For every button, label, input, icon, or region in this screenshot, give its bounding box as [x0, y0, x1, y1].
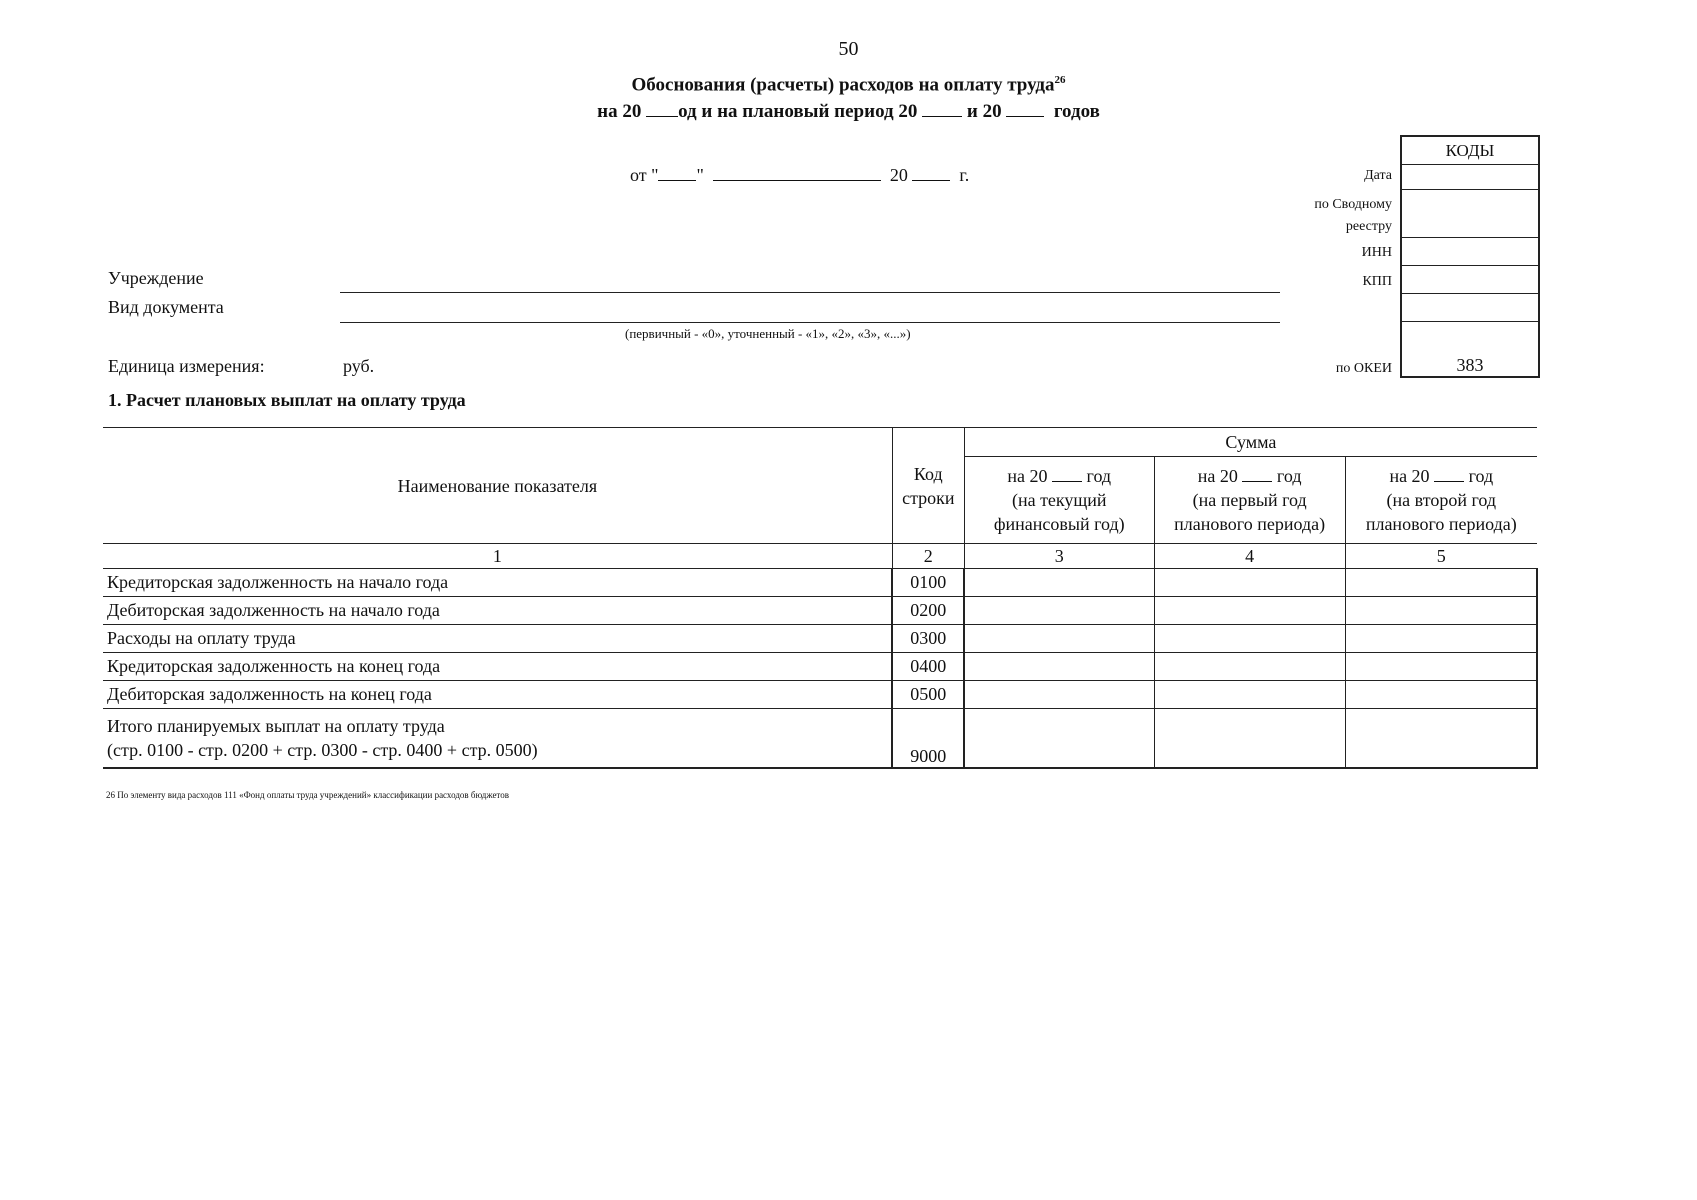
payroll-table	[103, 427, 1538, 769]
header-name: Наименование показателя	[103, 428, 892, 544]
header-code	[892, 428, 964, 544]
date-line	[630, 164, 969, 186]
column-number: 1	[103, 544, 892, 569]
date-quote-close: "	[696, 165, 704, 185]
codes-label-registry-2: реестру	[1345, 219, 1392, 234]
day-blank[interactable]	[658, 164, 696, 181]
sum-cell-plan2[interactable]	[1345, 569, 1537, 597]
date-year-prefix: 20	[889, 165, 908, 185]
sum-cell-current[interactable]	[964, 569, 1154, 597]
sum-cell-plan2[interactable]	[1345, 681, 1537, 709]
header-code-1: Код	[913, 463, 943, 484]
row-code: 0400	[892, 653, 964, 681]
sum-cell-current[interactable]	[964, 597, 1154, 625]
row-code: 0500	[892, 681, 964, 709]
doc-type-field[interactable]	[340, 322, 1280, 323]
total-row	[103, 709, 1537, 769]
header-sum: Сумма	[964, 428, 1537, 457]
sum-cell-current[interactable]	[964, 653, 1154, 681]
table-row	[103, 653, 1537, 681]
total-sum-plan1[interactable]	[1154, 709, 1345, 769]
codes-label-okei: по ОКЕИ	[1335, 361, 1392, 376]
row-name: Расходы на оплату труда	[103, 625, 892, 653]
row-name: Кредиторская задолженность на начало года	[103, 569, 892, 597]
sum-cell-plan1[interactable]	[1154, 625, 1345, 653]
unit-label: Единица измерения:	[108, 356, 265, 376]
codes-header: КОДЫ	[1401, 136, 1539, 165]
doc-type-hint: (первичный - «0», уточненный - «1», «2», «3», «...»)	[625, 326, 911, 341]
row-name: Дебиторская задолженность на начало года	[103, 597, 892, 625]
total-sum-plan2[interactable]	[1345, 709, 1537, 769]
header-col3: на 20 год (на текущий финансовый год)	[964, 457, 1154, 544]
codes-inn-cell[interactable]	[1401, 238, 1539, 266]
row-name: Дебиторская задолженность на конец года	[103, 681, 892, 709]
codes-label-kpp: КПП	[1362, 274, 1392, 289]
total-sum-current[interactable]	[964, 709, 1154, 769]
year-blank[interactable]	[646, 100, 678, 117]
codes-doc-type-cell[interactable]	[1401, 294, 1539, 322]
sum-cell-plan1[interactable]	[1154, 653, 1345, 681]
date-suffix: г.	[959, 165, 970, 185]
sum-cell-plan1[interactable]	[1154, 569, 1345, 597]
total-name	[103, 709, 892, 769]
total-name-2: (стр. 0100 - стр. 0200 + стр. 0300 - стр. 0400 + стр. 0500)	[107, 740, 538, 760]
unit-value: руб.	[343, 356, 375, 376]
row-name: Кредиторская задолженность на конец года	[103, 653, 892, 681]
sum-cell-current[interactable]	[964, 625, 1154, 653]
title-line2-suffix: годов	[1053, 101, 1100, 122]
date-year-blank[interactable]	[912, 164, 950, 181]
title-line2-and: и 20	[966, 101, 1002, 122]
title-line2-prefix: на 20	[597, 101, 642, 122]
codes-label-inn: ИНН	[1361, 245, 1392, 260]
codes-okei-cell: 383	[1401, 322, 1539, 378]
footnote: 26 По элементу вида расходов 111 «Фонд оплаты труда учреждений» классификации расходов бюджетов	[106, 790, 509, 800]
title-line2-mid: од и на плановый период 20	[678, 101, 918, 122]
total-code: 9000	[892, 709, 964, 769]
sum-cell-plan2[interactable]	[1345, 653, 1537, 681]
sum-cell-current[interactable]	[964, 681, 1154, 709]
codes-table	[1400, 135, 1540, 378]
title-footnote-mark: 26	[1054, 74, 1066, 86]
document-title	[0, 74, 1697, 96]
total-name-1: Итого планируемых выплат на оплату труда	[107, 716, 445, 736]
document-subtitle	[0, 100, 1697, 123]
table-row	[103, 681, 1537, 709]
header-code-2: строки	[902, 487, 955, 508]
institution-label: Учреждение	[108, 268, 204, 288]
row-code: 0300	[892, 625, 964, 653]
sum-cell-plan2[interactable]	[1345, 625, 1537, 653]
table-row	[103, 625, 1537, 653]
column-number: 4	[1154, 544, 1345, 569]
column-number: 5	[1345, 544, 1537, 569]
codes-kpp-cell[interactable]	[1401, 266, 1539, 294]
row-code: 0100	[892, 569, 964, 597]
sum-cell-plan1[interactable]	[1154, 681, 1345, 709]
column-numbers-row	[103, 544, 1537, 569]
codes-date-cell[interactable]	[1401, 165, 1539, 190]
section1-title: 1. Расчет плановых выплат на оплату труда	[108, 390, 466, 410]
codes-registry-cell[interactable]	[1401, 190, 1539, 238]
title-line1: Обоснования (расчеты) расходов на оплату труда	[631, 74, 1055, 96]
sum-cell-plan2[interactable]	[1345, 597, 1537, 625]
month-blank[interactable]	[713, 164, 881, 181]
doc-type-label: Вид документа	[108, 297, 224, 317]
table-row	[103, 597, 1537, 625]
codes-label-registry-1: по Сводному	[1314, 197, 1392, 212]
institution-field[interactable]	[340, 292, 1280, 293]
plan-year2-blank[interactable]	[1006, 100, 1044, 117]
plan-year1-blank[interactable]	[922, 100, 962, 117]
date-prefix: от "	[630, 165, 659, 185]
header-col4: на 20 год (на первый год планового периода)	[1154, 457, 1345, 544]
header-col5: на 20 год (на второй год планового периода)	[1345, 457, 1537, 544]
column-number: 3	[964, 544, 1154, 569]
codes-label-date: Дата	[1364, 168, 1392, 183]
row-code: 0200	[892, 597, 964, 625]
sum-cell-plan1[interactable]	[1154, 597, 1345, 625]
column-number: 2	[892, 544, 964, 569]
page-number: 50	[838, 38, 859, 60]
table-row	[103, 569, 1537, 597]
